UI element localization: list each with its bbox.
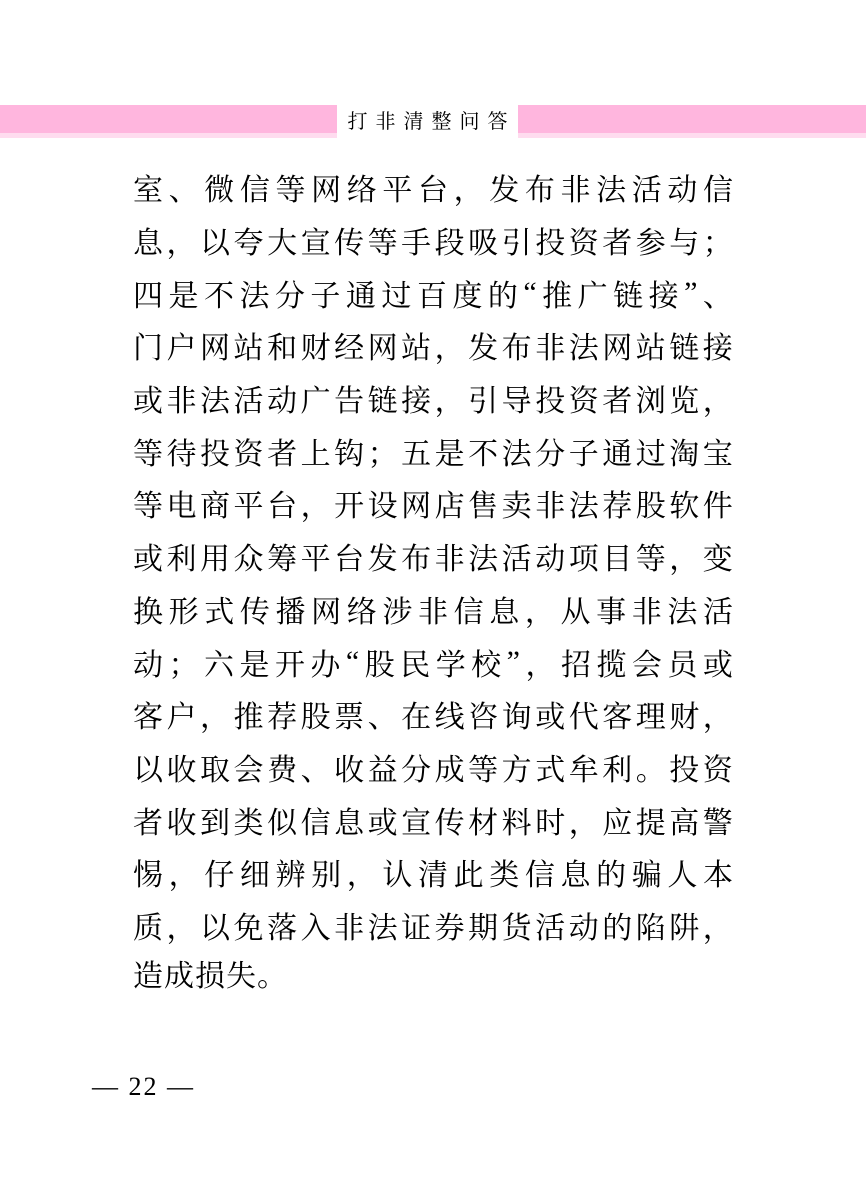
- text-line: 室 、 微 信 等 网 络 平 台 ， 发 布 非 法 活 动 信: [133, 174, 733, 208]
- text-line: 以 收 取 会 费 、 收 益 分 成 等 方 式 牟 利 。 投 资: [133, 753, 733, 787]
- text-line: 或 利 用 众 筹 平 台 发 布 非 法 活 动 项 目 等 ， 变: [133, 543, 733, 577]
- page-title-text: 打非清整问答: [347, 110, 516, 133]
- page-title: [337, 105, 518, 133]
- text-line: 造成损失。: [133, 960, 288, 994]
- text-line: 门 户 网 站 和 财 经 网 站 ， 发 布 非 法 网 站 链 接: [133, 332, 733, 366]
- text-line: 息 ， 以 夸 大 宣 传 等 手 段 吸 引 投 资 者 参 与 ；: [133, 227, 733, 261]
- page-number: — 22 —: [92, 1072, 195, 1101]
- header-bar-left: [0, 105, 337, 133]
- text-line: 惕 ， 仔 细 辨 别 ， 认 清 此 类 信 息 的 骗 人 本: [133, 859, 733, 893]
- text-line: 或 非 法 活 动 广 告 链 接 ， 引 导 投 资 者 浏 览 ，: [133, 385, 733, 419]
- text-line: 动 ； 六 是 开 办 “ 股 民 学 校 ” ， 招 揽 会 员 或: [133, 644, 733, 682]
- text-line: 等 待 投 资 者 上 钩 ； 五 是 不 法 分 子 通 过 淘 宝: [133, 437, 733, 471]
- header-bar-right: [518, 105, 866, 133]
- text-line: 换 形 式 传 播 网 络 涉 非 信 息 ， 从 事 非 法 活: [133, 595, 733, 629]
- text-line: 客 户 ， 推 荐 股 票 、 在 线 咨 询 或 代 客 理 财 ，: [133, 701, 733, 735]
- text-line: 四 是 不 法 分 子 通 过 百 度 的 “ 推 广 链 接 ” 、: [133, 275, 733, 313]
- body-text: [133, 161, 733, 1004]
- text-line: 者 收 到 类 似 信 息 或 宣 传 材 料 时 ， 应 提 高 警: [133, 806, 733, 840]
- text-line: 等 电 商 平 台 ， 开 设 网 店 售 卖 非 法 荐 股 软 件: [133, 490, 733, 524]
- text-line: 质 ， 以 免 落 入 非 法 证 券 期 货 活 动 的 陷 阱 ，: [133, 911, 733, 945]
